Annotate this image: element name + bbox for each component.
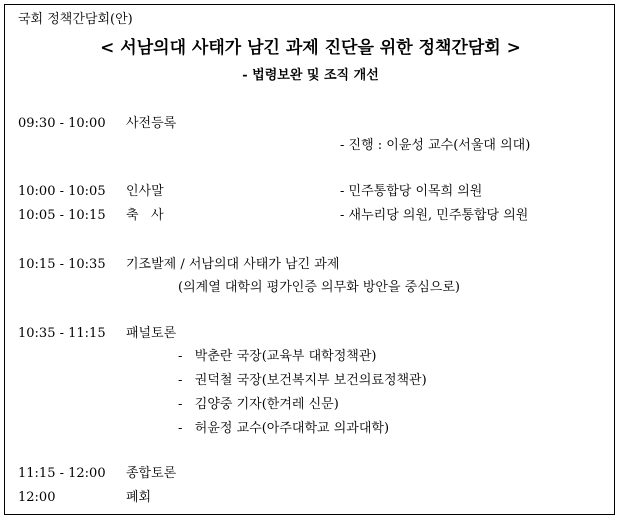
panel-member: - 박춘란 국장(교육부 대학정책관) [178, 349, 377, 364]
panel-item: 패널토론 [126, 326, 177, 341]
moderator-note: - 진행 : 이윤성 교수(서울대 의대) [340, 138, 531, 153]
keynote-item: 기조발제 / 서남의대 사태가 남긴 과제 [126, 257, 340, 272]
panel-member: - 허윤정 교수(아주대학교 의과대학) [178, 421, 390, 436]
keynote-subtitle: (의계열 대학의 평가인증 의무화 방안을 중심으로) [178, 280, 460, 295]
registration-time: 09:30 - 10:00 [18, 116, 106, 131]
discussion-item: 종합토론 [126, 466, 177, 481]
panel-member: - 권덕철 국장(보건복지부 보건의료정책관) [178, 373, 427, 388]
discussion-time: 11:15 - 12:00 [18, 466, 106, 481]
document-header: 국회 정책간담회(안) [18, 12, 133, 27]
closing-time: 12:00 [18, 490, 56, 505]
greeting-note: - 민주통합당 이목희 의원 [340, 184, 483, 199]
panel-member: - 김양중 기자(한겨레 신문) [178, 397, 339, 412]
registration-item: 사전등록 [126, 116, 177, 131]
document-subtitle: - 법령보완 및 조직 개선 [242, 68, 379, 83]
congrats-time: 10:05 - 10:15 [18, 208, 106, 223]
congrats-item: 축 사 [126, 208, 164, 223]
congrats-note: - 새누리당 의원, 민주통합당 의원 [340, 208, 529, 223]
greeting-time: 10:00 - 10:05 [18, 184, 106, 199]
panel-time: 10:35 - 11:15 [18, 326, 106, 341]
document-title: < 서남의대 사태가 남긴 과제 진단을 위한 정책간담회 > [100, 38, 521, 58]
keynote-time: 10:15 - 10:35 [18, 257, 106, 272]
greeting-item: 인사말 [126, 184, 164, 199]
closing-item: 폐회 [126, 490, 152, 505]
